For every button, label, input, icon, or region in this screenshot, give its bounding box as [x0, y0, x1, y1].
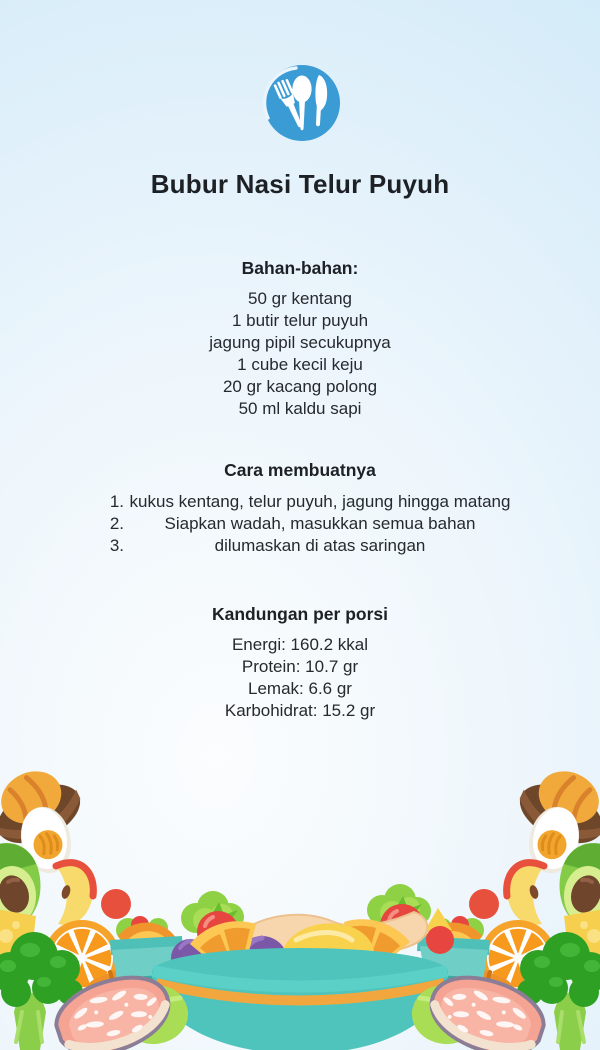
ingredient-item: 50 ml kaldu sapi — [238, 398, 362, 418]
nutrition-item: Protein: 10.7 gr — [241, 656, 359, 676]
ingredients-section — [0, 258, 600, 420]
step-text: Siapkan wadah, masukkan semua bahan — [164, 513, 476, 533]
step-text: kukus kentang, telur puyuh, jagung hingga matang — [129, 491, 511, 511]
step-item — [84, 491, 516, 513]
step-number: 3. — [109, 535, 124, 555]
nutrition-item: Energi: 160.2 kkal — [231, 634, 369, 654]
ingredient-item: 1 butir telur puyuh — [231, 310, 369, 330]
restaurant-logo-icon — [256, 62, 344, 144]
nutrition-list — [0, 634, 600, 722]
salad-bowl — [152, 884, 454, 1050]
step-text: dilumaskan di atas saringan — [214, 535, 426, 555]
recipe-title: Bubur Nasi Telur Puyuh — [150, 169, 450, 199]
steps-list — [84, 491, 516, 557]
steps-section — [0, 460, 600, 557]
ingredient-item: 20 gr kacang polong — [222, 376, 378, 396]
nutrition-item: Lemak: 6.6 gr — [248, 678, 352, 698]
ingredients-heading: Bahan-bahan: — [241, 257, 359, 278]
nutrition-heading: Kandungan per porsi — [212, 603, 388, 624]
food-illustration — [0, 750, 600, 1050]
ingredient-item: 1 cube kecil keju — [237, 354, 363, 374]
step-number: 2. — [109, 513, 124, 533]
nutrition-section — [0, 604, 600, 722]
steps-heading: Cara membuatnya — [224, 459, 376, 480]
step-item — [84, 513, 516, 535]
step-number: 1. — [109, 491, 124, 511]
ingredient-item: jagung pipil secukupnya — [209, 332, 391, 352]
step-item — [84, 535, 516, 557]
ingredient-item: 50 gr kentang — [248, 288, 352, 308]
ingredients-list — [0, 288, 600, 420]
nutrition-item: Karbohidrat: 15.2 gr — [224, 700, 376, 720]
